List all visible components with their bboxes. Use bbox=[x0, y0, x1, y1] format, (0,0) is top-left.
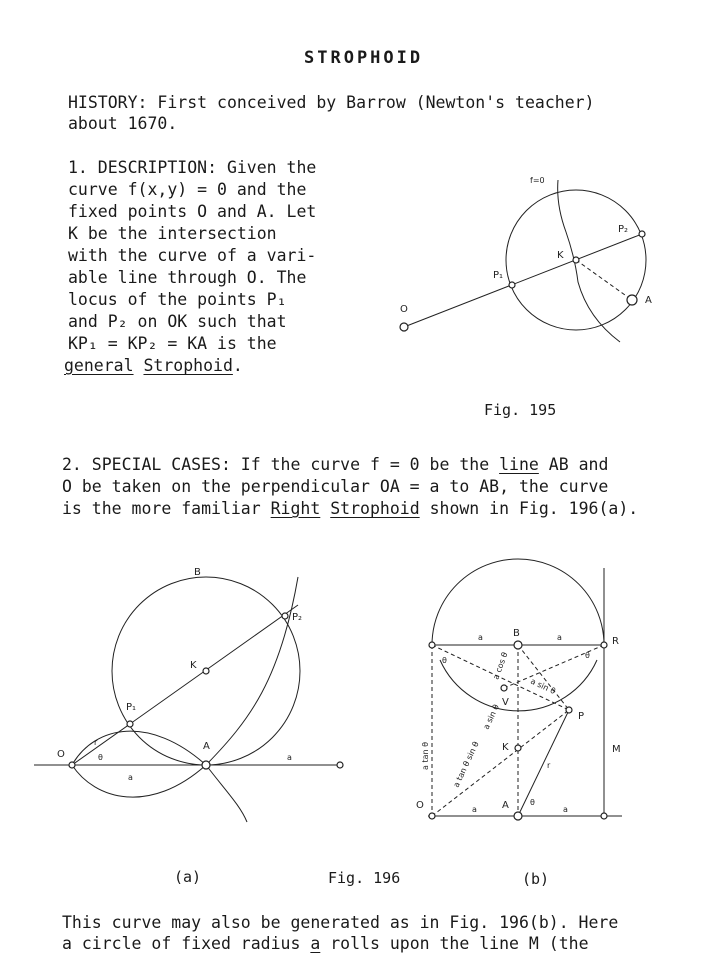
fig195-label-P2: P₂ bbox=[618, 224, 629, 235]
fig196-caption: Fig. 196 bbox=[328, 869, 401, 887]
closing-text: a circle of fixed radius bbox=[62, 934, 311, 953]
fig195-curve-f bbox=[558, 180, 620, 342]
fig196b-label-A: A bbox=[502, 800, 509, 811]
fig196a-label-a1: a bbox=[128, 773, 133, 782]
description-line: with the curve of a vari- bbox=[68, 246, 317, 265]
fig195-line-OK bbox=[404, 234, 642, 327]
page-title: STROPHOID bbox=[304, 48, 424, 68]
fig196b-label-K: K bbox=[502, 742, 509, 753]
description-line: locus of the points P₁ bbox=[68, 290, 287, 309]
fig196b-label-theta2: θ bbox=[585, 651, 590, 660]
description-line: K be the intersection bbox=[68, 224, 277, 243]
fig196b-label-atansin: a tan θ sin θ bbox=[451, 740, 481, 789]
history-line-1: HISTORY: First conceived by Barrow (Newton's teacher) bbox=[68, 93, 595, 112]
fig196a-label-B: B bbox=[194, 567, 201, 578]
fig195-point-O bbox=[400, 323, 408, 331]
fig195-line-KA bbox=[576, 260, 632, 300]
special-text: 2. SPECIAL CASES: If the curve f = 0 be the bbox=[62, 455, 500, 474]
fig196b-line-AP bbox=[518, 710, 569, 816]
fig196b-label-P: P bbox=[578, 711, 585, 722]
underlined-general: general bbox=[64, 356, 134, 375]
fig196b-label-acos: a cos θ bbox=[491, 650, 510, 681]
fig196b-point-V bbox=[501, 685, 507, 691]
fig196a-point-P1 bbox=[127, 721, 133, 727]
fig196b-label-theta3: θ bbox=[530, 798, 535, 807]
underlined-a: a bbox=[310, 934, 321, 953]
fig196b-point-O bbox=[429, 813, 435, 819]
fig196a-point-A bbox=[202, 761, 210, 769]
fig-196a bbox=[34, 567, 343, 822]
fig196b-label-O: O bbox=[416, 800, 424, 811]
fig196a-loop-lower bbox=[72, 577, 298, 797]
fig195-point-P2 bbox=[639, 231, 645, 237]
description-line: 1. DESCRIPTION: Given the bbox=[68, 158, 317, 177]
description-line: able line through O. The bbox=[68, 268, 307, 287]
fig195-label-A: A bbox=[645, 295, 652, 306]
fig196b-label-V: V bbox=[502, 697, 509, 708]
fig196b-label-a3: a bbox=[472, 805, 477, 814]
fig196a-label-O: O bbox=[57, 749, 65, 760]
fig196a-point-O bbox=[69, 762, 75, 768]
description-line: curve f(x,y) = 0 and the bbox=[68, 180, 307, 199]
fig196a-end-point bbox=[337, 762, 343, 768]
fig196a-label-theta: θ bbox=[98, 753, 103, 762]
fig196b-line-BP bbox=[518, 645, 569, 710]
special-text: shown in Fig. 196(a). bbox=[419, 499, 639, 518]
underlined-strophoid: Strophoid bbox=[330, 499, 420, 518]
closing-line-1: This curve may also be generated as in Fig. 196(b). Here bbox=[62, 913, 619, 932]
fig196b-subcaption: (b) bbox=[522, 870, 550, 888]
fig-195 bbox=[400, 176, 652, 342]
history-line-2: about 1670. bbox=[68, 114, 178, 133]
underlined-right: Right bbox=[270, 499, 321, 518]
fig196a-loop-upper bbox=[72, 731, 247, 822]
fig195-label-f: f=0 bbox=[530, 176, 545, 185]
fig196b-label-a1: a bbox=[478, 633, 483, 642]
fig196b-point-end bbox=[601, 813, 607, 819]
fig196b-point-B bbox=[514, 641, 522, 649]
fig196a-line-OP2 bbox=[72, 605, 298, 765]
fig196b-label-a2: a bbox=[557, 633, 562, 642]
fig196b-label-asin: a sin θ bbox=[529, 676, 557, 696]
fig196a-label-P2: P₂ bbox=[292, 612, 303, 623]
fig195-point-A bbox=[627, 295, 637, 305]
special-line-3 bbox=[62, 498, 638, 520]
fig196a-point-P2 bbox=[282, 613, 288, 619]
description-line: and P₂ on OK such that bbox=[68, 312, 287, 331]
fig196b-point-left bbox=[429, 642, 435, 648]
period: . bbox=[232, 356, 243, 375]
fig196a-subcaption: (a) bbox=[174, 868, 202, 886]
fig196a-label-K: K bbox=[190, 660, 197, 671]
closing-line-2 bbox=[62, 933, 589, 955]
underlined-strophoid: Strophoid bbox=[143, 356, 233, 375]
fig196b-label-theta1: θ bbox=[442, 656, 447, 665]
fig196b-label-R: R bbox=[612, 636, 619, 647]
fig196b-point-P bbox=[566, 707, 572, 713]
description-line: fixed points O and A. Let bbox=[68, 202, 317, 221]
fig196a-label-a2: a bbox=[287, 753, 292, 762]
special-line-2: O be taken on the perpendicular OA = a to AB, the curve bbox=[62, 477, 609, 496]
fig196a-point-K bbox=[203, 668, 209, 674]
fig196a-label-r: r bbox=[94, 738, 98, 747]
fig196b-label-B: B bbox=[513, 628, 520, 639]
special-line-1 bbox=[62, 454, 608, 476]
fig196b-label-asinth: a sin θ bbox=[481, 703, 501, 731]
fig-196b bbox=[416, 559, 622, 820]
fig196a-label-A: A bbox=[203, 741, 210, 752]
special-text: AB and bbox=[538, 455, 609, 474]
fig195-point-P1 bbox=[509, 282, 515, 288]
fig196a-label-P1: P₁ bbox=[126, 702, 137, 713]
fig195-label-O: O bbox=[400, 304, 408, 315]
fig195-label-K: K bbox=[557, 250, 564, 261]
fig196b-label-M: M bbox=[612, 744, 621, 755]
fig196b-point-R bbox=[601, 642, 607, 648]
closing-text: rolls upon the line M (the bbox=[320, 934, 589, 953]
fig196b-label-a4: a bbox=[563, 805, 568, 814]
fig195-label-P1: P₁ bbox=[493, 270, 504, 281]
fig196b-point-A bbox=[514, 812, 522, 820]
fig195-point-K bbox=[573, 257, 579, 263]
fig196b-point-K bbox=[515, 745, 521, 751]
fig196b-label-r: r bbox=[547, 761, 551, 770]
fig195-caption: Fig. 195 bbox=[484, 401, 557, 419]
special-text: is the more familiar bbox=[62, 499, 271, 518]
description-line: KP₁ = KP₂ = KA is the bbox=[68, 334, 277, 353]
fig196b-label-atan: a tan θ bbox=[421, 742, 430, 770]
underlined-line: line bbox=[499, 455, 539, 474]
